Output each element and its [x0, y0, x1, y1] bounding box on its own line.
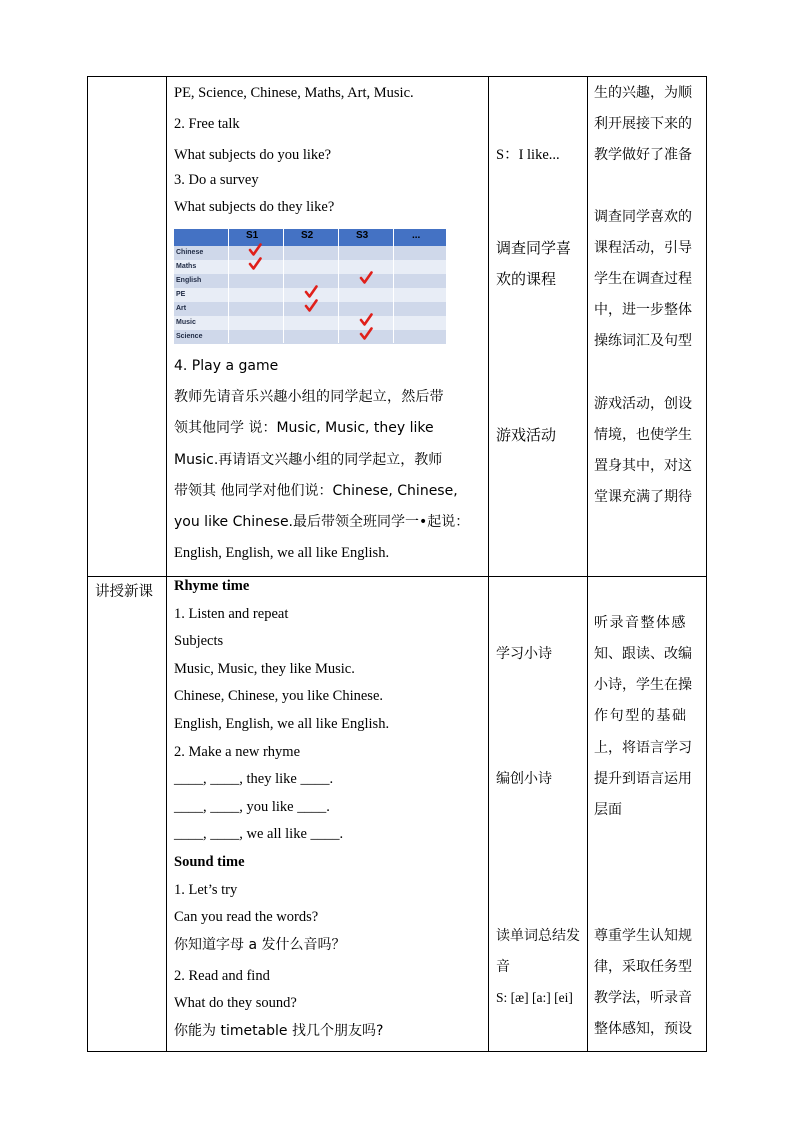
activity-line: S: [æ] [a:] [ei] — [496, 990, 573, 1005]
purpose-line: 操练词汇及句型 — [594, 333, 692, 349]
purpose-line: 整体感知，预设 — [594, 1021, 692, 1037]
purpose-line: 情境，也使学生 — [594, 427, 692, 443]
survey-row — [174, 330, 446, 344]
table-top-border — [87, 76, 707, 77]
survey-row-label: English — [176, 277, 202, 284]
content-line: ____, ____, they like ____. — [174, 771, 334, 787]
purpose-line: 教学做好了准备 — [594, 147, 692, 163]
survey-header-s1: S1 — [246, 230, 259, 241]
check-mark-icon — [359, 313, 373, 327]
purpose-line: 生的兴趣，为顺 — [594, 85, 692, 101]
survey-grid-line — [283, 229, 284, 343]
activity-line: 读单词总结发 — [496, 928, 580, 944]
column-divider-3 — [587, 76, 588, 1052]
purpose-line: 游戏活动，创设 — [594, 396, 692, 412]
check-mark-icon — [359, 327, 373, 341]
activity-line: 欢的课程 — [496, 270, 557, 288]
purpose-line: 中，进一步整体 — [594, 302, 692, 318]
purpose-line: 堂课充满了期待 — [594, 489, 692, 505]
purpose-line: 上，将语言学习 — [594, 740, 692, 756]
activity-line: 学习小诗 — [496, 646, 552, 662]
content-line: 2. Free talk — [174, 116, 240, 132]
activity-line: 编创小诗 — [496, 771, 552, 787]
purpose-line: 课程活动，引导 — [594, 240, 692, 256]
content-line: 教师先请音乐兴趣小组的同学起立，然后带 — [174, 389, 444, 405]
survey-row-label: Chinese — [176, 249, 204, 256]
table-right-border — [706, 76, 707, 1052]
table-bottom-border — [87, 1051, 707, 1052]
check-mark-icon — [304, 299, 318, 313]
content-line: 2. Make a new rhyme — [174, 744, 301, 760]
purpose-line: 尊重学生认知规 — [594, 928, 692, 944]
content-line: 3. Do a survey — [174, 172, 259, 188]
purpose-line: 小诗，学生在操 — [594, 677, 692, 693]
content-line: 你能为 timetable 找几个朋友吗? — [174, 1023, 384, 1039]
content-line: 2. Read and find — [174, 968, 270, 984]
purpose-line: 知、跟读、改编 — [594, 646, 692, 662]
content-line: ____, ____, we all like ____. — [174, 826, 344, 842]
check-mark-icon — [304, 285, 318, 299]
table-left-border — [87, 76, 88, 1052]
activity-line: 游戏活动 — [496, 426, 557, 444]
content-line: English, English, we all like English. — [174, 545, 390, 561]
content-line: 1. Let’s try — [174, 882, 238, 898]
content-line: PE, Science, Chinese, Maths, Art, Music. — [174, 85, 414, 101]
activity-line: 音 — [496, 959, 510, 975]
content-line: 带领其 他同学对他们说：Chinese, Chinese, — [174, 483, 458, 499]
survey-row-label: Art — [176, 305, 187, 312]
purpose-line: 利开展接下来的 — [594, 116, 692, 132]
check-mark-icon — [248, 257, 262, 271]
column-divider-2 — [488, 76, 489, 1052]
check-mark-icon — [359, 271, 373, 285]
purpose-line: 教学法，听录音 — [594, 990, 692, 1006]
survey-header-more: ... — [412, 230, 421, 241]
survey-row — [174, 246, 446, 260]
survey-row-label: PE — [176, 291, 186, 298]
content-line: What subjects do they like? — [174, 199, 335, 215]
column-divider-1 — [166, 76, 167, 1052]
survey-row — [174, 316, 446, 330]
purpose-line: 律，采取任务型 — [594, 959, 692, 975]
survey-grid-line — [393, 229, 394, 343]
purpose-line: 置身其中，对这 — [594, 458, 692, 474]
section-heading-sound-time: Sound time — [174, 854, 245, 870]
survey-row-label: Maths — [176, 263, 197, 270]
purpose-line: 听录音整体感 — [594, 615, 687, 631]
activity-line: S：I like... — [496, 147, 560, 163]
purpose-line: 作句型的基础 — [594, 708, 688, 724]
survey-row-label: Music — [176, 319, 196, 326]
survey-header-s3: S3 — [356, 230, 369, 241]
purpose-line: 调查同学喜欢的 — [594, 209, 692, 225]
content-line: 4. Play a game — [174, 358, 279, 374]
content-line: English, English, we all like English. — [174, 716, 390, 732]
content-line: Music, Music, they like Music. — [174, 661, 355, 677]
content-line: you like Chinese.最后带领全班同学一•起说： — [174, 514, 470, 530]
content-line: What do they sound? — [174, 995, 297, 1011]
purpose-line: 层面 — [594, 802, 622, 818]
content-line: 你知道字母 a 发什么音吗？ — [174, 937, 346, 953]
stage-label: 讲授新课 — [95, 584, 153, 600]
content-line: Chinese, Chinese, you like Chinese. — [174, 688, 384, 704]
content-line: Subjects — [174, 633, 224, 649]
survey-grid-line — [228, 229, 229, 343]
content-line: What subjects do you like? — [174, 147, 332, 163]
content-line: ____, ____, you like ____. — [174, 799, 330, 815]
activity-line: 调查同学喜 — [496, 239, 572, 257]
content-line: Music.再请语文兴趣小组的同学起立，教师 — [174, 452, 443, 468]
survey-header-s2: S2 — [301, 230, 314, 241]
survey-grid-line — [338, 229, 339, 343]
content-line: 1. Listen and repeat — [174, 606, 289, 622]
survey-row — [174, 260, 446, 274]
content-line: 领其他同学 说：Music, Music, they like — [174, 420, 434, 436]
purpose-line: 提升到语言运用 — [594, 771, 692, 787]
survey-table-image — [174, 229, 446, 343]
purpose-line: 学生在调查过程 — [594, 271, 692, 287]
section-heading-rhyme-time: Rhyme time — [174, 578, 250, 594]
survey-row-label: Science — [176, 333, 203, 340]
check-mark-icon — [248, 243, 262, 257]
content-line: Can you read the words? — [174, 909, 319, 925]
